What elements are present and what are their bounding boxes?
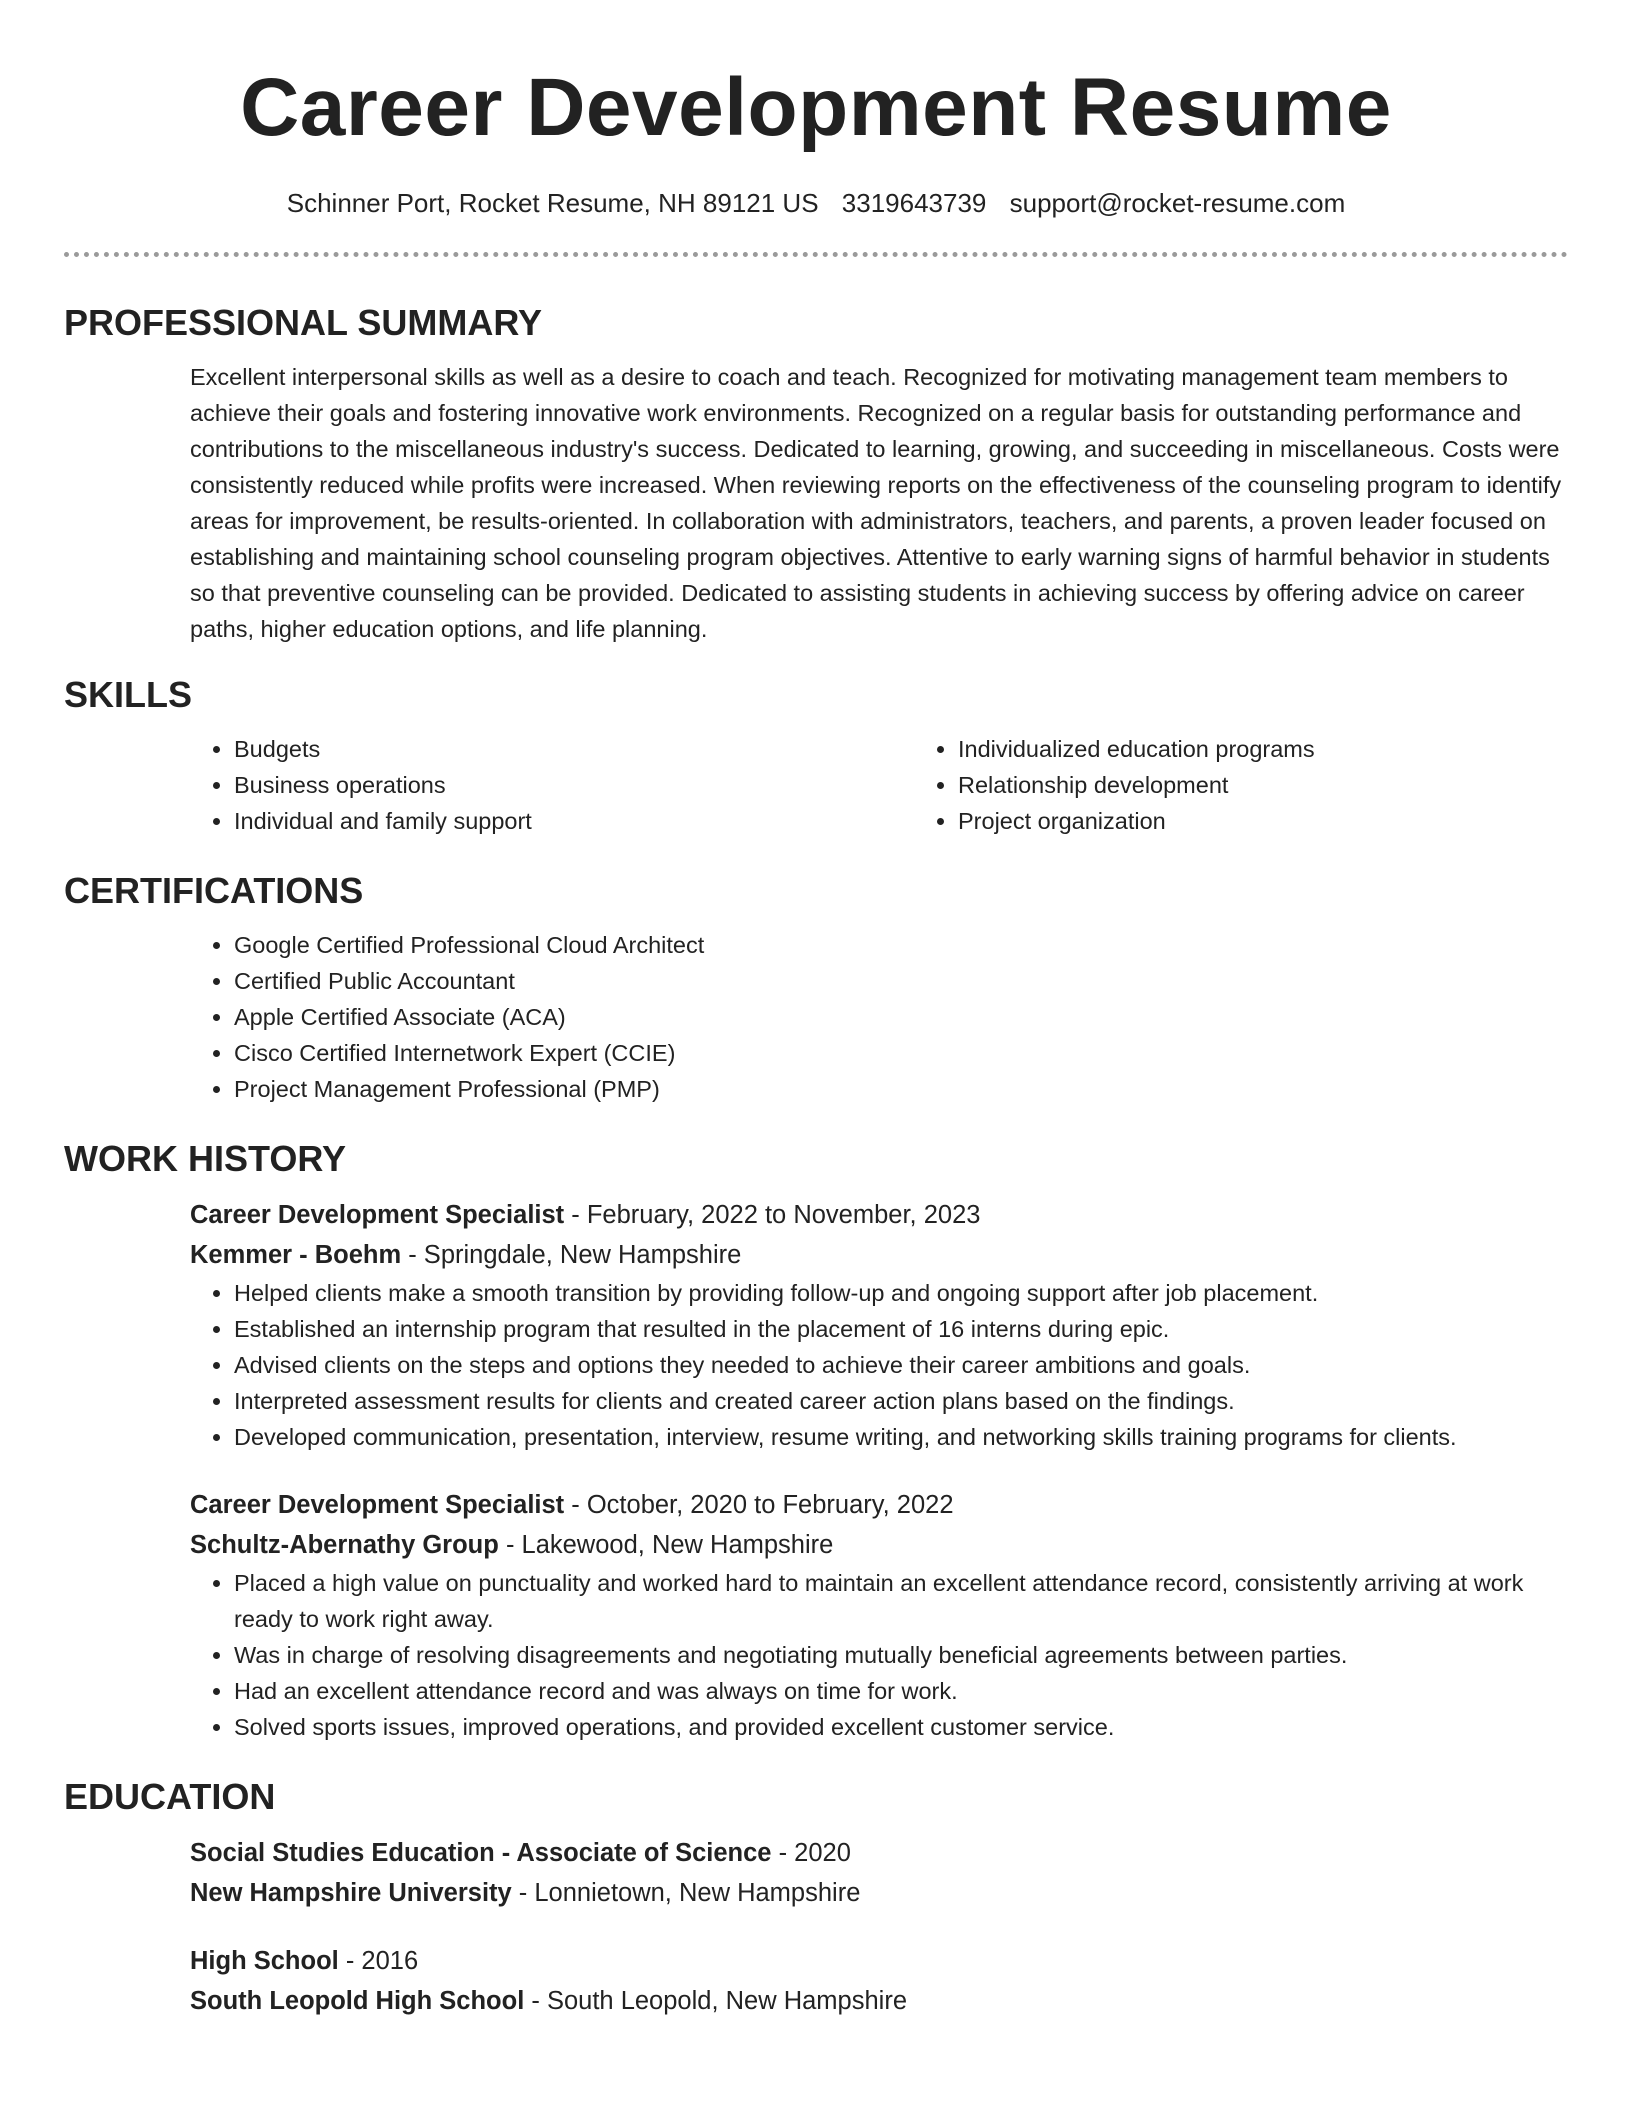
- education-degree-line: [190, 1941, 1568, 1981]
- job-role: Career Development Specialist: [190, 1491, 565, 1519]
- education-degree: Social Studies Education - Associate of Science: [190, 1839, 772, 1867]
- contact-phone: 3319643739: [841, 188, 987, 218]
- skills-section: [64, 673, 1568, 839]
- job-dates: - February, 2022 to November, 2023: [571, 1201, 981, 1229]
- education-year: - 2016: [345, 1947, 419, 1975]
- skill-item: • Relationship development: [958, 767, 1632, 803]
- certification-item: • Google Certified Professional Cloud Architect: [234, 927, 1568, 963]
- certifications-section: [64, 869, 1568, 1107]
- job-role-line: [190, 1485, 1568, 1525]
- education-school-line: [190, 1981, 1568, 2021]
- contact-email: support@rocket-resume.com: [1009, 188, 1346, 218]
- job-bullets: [190, 1565, 1568, 1745]
- job-bullet: • Placed a high value on punctuality and worked hard to maintain an excellent attendance record, consistently arriving at work ready to work right away.: [234, 1565, 1568, 1637]
- education-school: New Hampshire University: [190, 1879, 512, 1907]
- job-bullet: • Was in charge of resolving disagreements and negotiating mutually beneficial agreements between parties.: [234, 1637, 1568, 1673]
- job-company: Schultz-Abernathy Group: [190, 1531, 499, 1559]
- job-bullet: • Solved sports issues, improved operations, and provided excellent customer service.: [234, 1709, 1568, 1745]
- job-company-line: [190, 1525, 1568, 1565]
- job-dates: - October, 2020 to February, 2022: [571, 1491, 954, 1519]
- work-history-heading: WORK HISTORY: [64, 1138, 347, 1179]
- skill-item: • Project organization: [958, 803, 1632, 839]
- summary-section: [64, 301, 1568, 647]
- job-bullet: • Established an internship program that resulted in the placement of 16 interns during epic.: [234, 1311, 1568, 1347]
- summary-text: Excellent interpersonal skills as well as a desire to coach and teach. Recognized for motivating management team members to achieve their goals and fostering innovative work environments. Recognized on a regular basis for outstanding performance and contributions to the miscellaneous industry's success. Dedicated to learning, growing, and succeeding in miscellaneous. Costs were consistently reduced while profits were increased. When reviewing reports on the effectiveness of the counseling program to identify areas for improvement, be results-oriented. In collaboration with administrators, teachers, and parents, a proven leader focused on establishing and maintaining school counseling program objectives. Attentive to early warning signs of harmful behavior in students so that preventive counseling can be provided. Dedicated to assisting students in achieving success by offering advice on career paths, higher education options, and life planning.: [190, 364, 1562, 642]
- skills-heading: SKILLS: [64, 674, 193, 715]
- job-bullets: [190, 1275, 1568, 1455]
- job-bullet: • Helped clients make a smooth transition by providing follow-up and ongoing support after job placement.: [234, 1275, 1568, 1311]
- skills-list-right: [914, 731, 1632, 839]
- job-bullet: • Interpreted assessment results for clients and created career action plans based on the findings.: [234, 1383, 1568, 1419]
- skill-item: • Business operations: [234, 767, 914, 803]
- job-bullet: • Advised clients on the steps and options they needed to achieve their career ambitions and goals.: [234, 1347, 1568, 1383]
- job-company: Kemmer - Boehm: [190, 1241, 402, 1269]
- education-entry: [190, 1833, 1568, 1913]
- job-location: - Lakewood, New Hampshire: [505, 1531, 834, 1559]
- education-year: - 2020: [778, 1839, 851, 1867]
- skill-item: • Individualized education programs: [958, 731, 1632, 767]
- skills-list-left: [190, 731, 914, 839]
- job-role-line: [190, 1195, 1568, 1235]
- contact-line: [64, 186, 1568, 220]
- job-entry: [190, 1485, 1568, 1745]
- header-divider: [64, 252, 1568, 257]
- education-location: - Lonnietown, New Hampshire: [518, 1879, 861, 1907]
- job-role: Career Development Specialist: [190, 1201, 565, 1229]
- job-entry: [190, 1195, 1568, 1455]
- work-history-section: [64, 1137, 1568, 1745]
- certification-item: • Apple Certified Associate (ACA): [234, 999, 1568, 1035]
- certification-item: • Project Management Professional (PMP): [234, 1071, 1568, 1107]
- education-entry: [190, 1941, 1568, 2021]
- skill-item: • Budgets: [234, 731, 914, 767]
- certification-item: • Cisco Certified Internetwork Expert (CCIE): [234, 1035, 1568, 1071]
- education-school-line: [190, 1873, 1568, 1913]
- skill-item: • Individual and family support: [234, 803, 914, 839]
- education-school: South Leopold High School: [190, 1987, 525, 2015]
- job-bullet: • Had an excellent attendance record and was always on time for work.: [234, 1673, 1568, 1709]
- contact-address: Schinner Port, Rocket Resume, NH 89121 US: [286, 188, 819, 218]
- resume-title: Career Development Resume: [240, 62, 1392, 153]
- skills-grid: [190, 731, 1568, 839]
- job-company-line: [190, 1235, 1568, 1275]
- education-section: [64, 1775, 1568, 2021]
- education-location: - South Leopold, New Hampshire: [531, 1987, 908, 2015]
- job-bullet: • Developed communication, presentation, interview, resume writing, and networking skills training programs for clients.: [234, 1419, 1568, 1455]
- job-location: - Springdale, New Hampshire: [408, 1241, 742, 1269]
- education-degree-line: [190, 1833, 1568, 1873]
- certifications-list: [190, 927, 1568, 1107]
- education-degree: High School: [190, 1947, 339, 1975]
- summary-heading: PROFESSIONAL SUMMARY: [64, 302, 543, 343]
- certifications-heading: CERTIFICATIONS: [64, 870, 364, 911]
- certification-item: • Certified Public Accountant: [234, 963, 1568, 999]
- education-heading: EDUCATION: [64, 1776, 276, 1817]
